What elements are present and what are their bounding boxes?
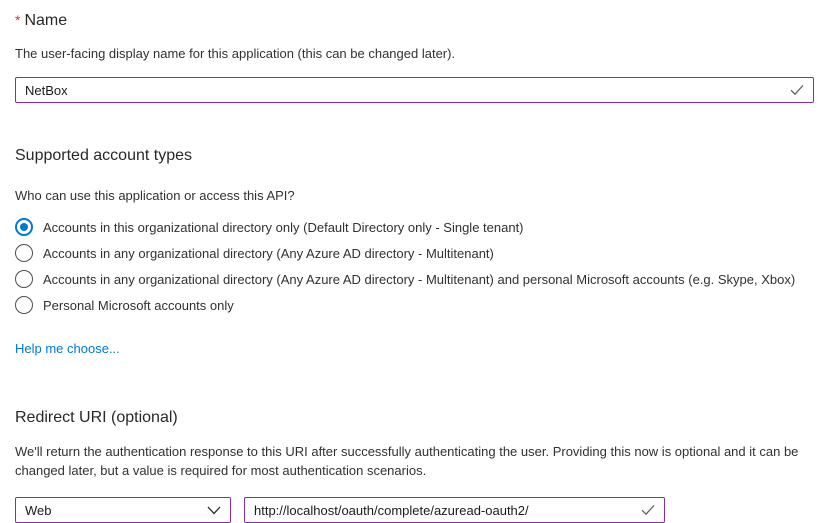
- name-title-text: Name: [24, 12, 68, 29]
- valid-check-icon: [790, 84, 804, 96]
- account-type-option-label: Personal Microsoft accounts only: [43, 297, 234, 313]
- account-type-option-label: Accounts in any organizational directory (Any Azure AD directory - Multitenant) and personal Microsoft accounts (e.g. Skype, Xbox): [43, 271, 796, 287]
- redirect-uri-section: [15, 407, 814, 523]
- platform-select-value: Web: [25, 502, 52, 518]
- name-input[interactable]: [16, 78, 790, 102]
- account-types-question: Who can use this application or access this API?: [15, 188, 295, 203]
- name-section-title: [15, 10, 814, 31]
- radio-button-icon[interactable]: [15, 218, 33, 236]
- account-type-option[interactable]: [15, 292, 814, 318]
- account-type-option[interactable]: [15, 240, 814, 266]
- name-section: [15, 10, 814, 103]
- valid-check-icon: [641, 504, 655, 516]
- redirect-uri-title: Redirect URI (optional): [15, 409, 178, 426]
- platform-select[interactable]: [15, 497, 231, 523]
- supported-account-types-title: Supported account types: [15, 147, 193, 164]
- radio-button-icon[interactable]: [15, 296, 33, 314]
- account-type-options: [15, 214, 814, 318]
- redirect-uri-description: We'll return the authentication response to this URI after successfully authenticating the user. Providing this now is optional and it can be changed later, but a value is required for most authentication scenarios.: [15, 444, 799, 478]
- name-input-field: [15, 77, 814, 103]
- account-type-option-label: Accounts in this organizational directory only (Default Directory only - Single tenant): [43, 219, 524, 235]
- redirect-uri-input-field: [244, 497, 665, 523]
- help-me-choose-link[interactable]: Help me choose...: [15, 341, 120, 356]
- radio-button-icon[interactable]: [15, 244, 33, 262]
- radio-button-icon[interactable]: [15, 270, 33, 288]
- account-type-option-label: Accounts in any organizational directory (Any Azure AD directory - Multitenant): [43, 245, 494, 261]
- supported-account-types-section: [15, 145, 814, 358]
- account-type-option[interactable]: [15, 214, 814, 240]
- chevron-down-icon: [207, 506, 221, 515]
- redirect-uri-input[interactable]: [245, 498, 641, 522]
- name-description: The user-facing display name for this application (this can be changed later).: [15, 46, 456, 61]
- redirect-uri-controls: [15, 497, 814, 523]
- account-type-option[interactable]: [15, 266, 814, 292]
- required-asterisk: *: [15, 12, 21, 28]
